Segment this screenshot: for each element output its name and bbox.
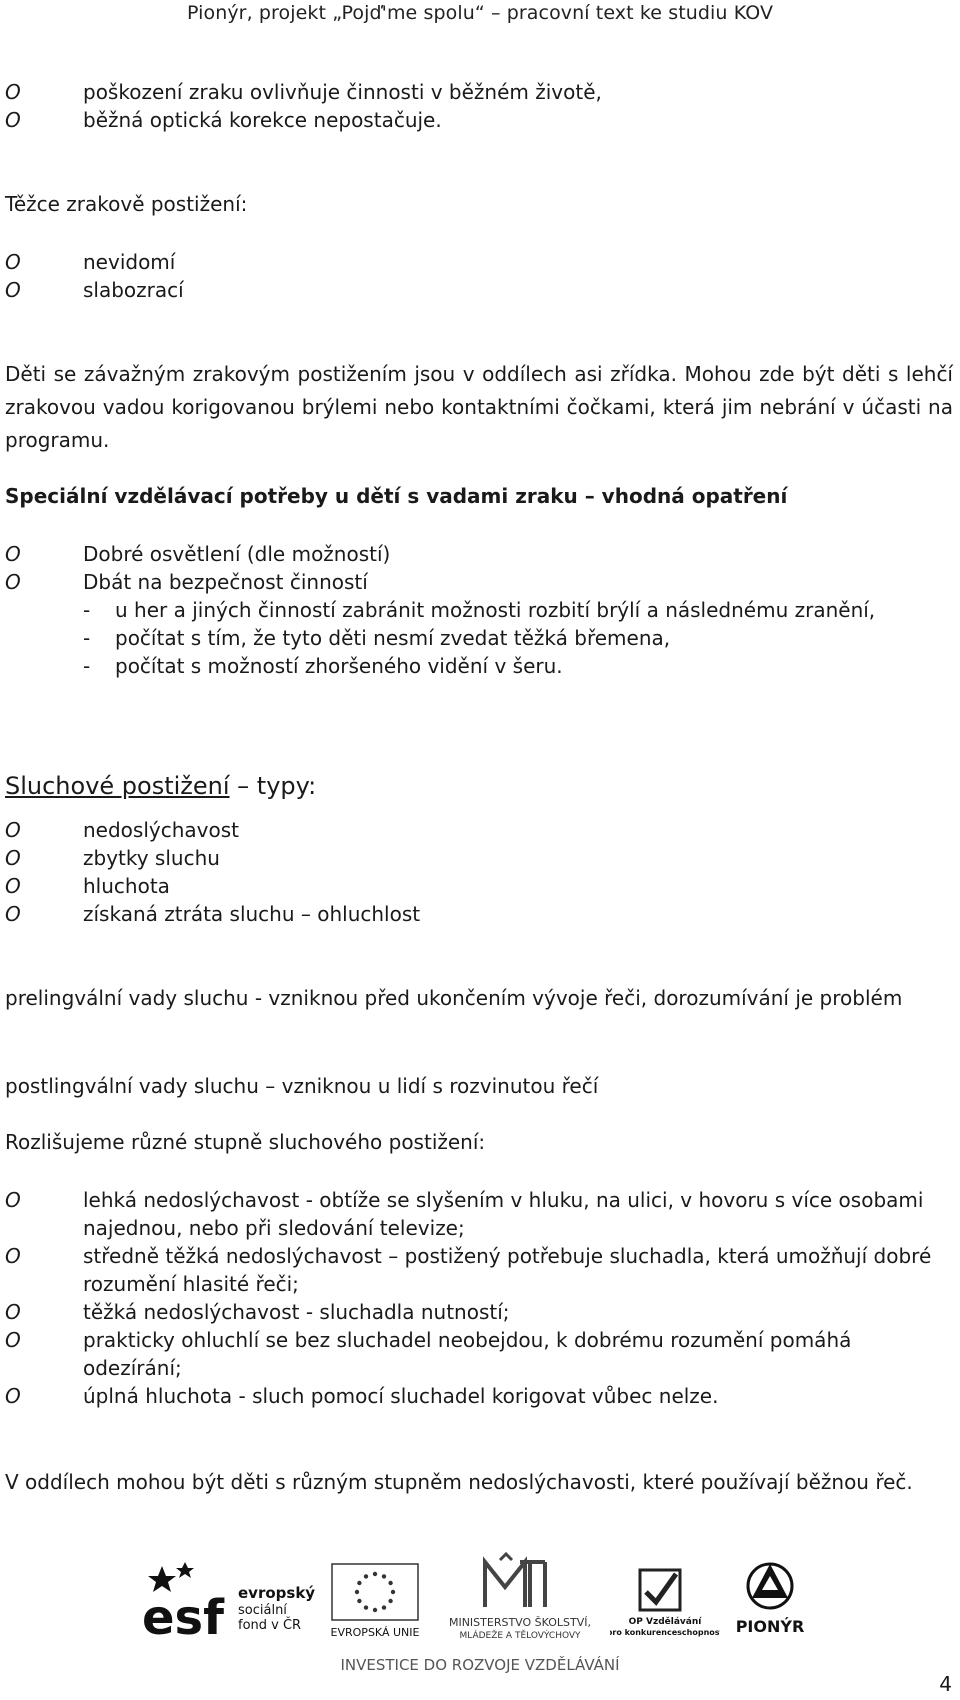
eu-star-icon: [382, 1605, 386, 1609]
eu-star-icon: [364, 1574, 368, 1578]
list-item: O Dobré osvětlení (dle možností): [5, 542, 391, 566]
bullet-icon: O: [5, 1384, 21, 1408]
eu-star-icon: [355, 1590, 359, 1594]
pionyr-logo: [722, 1556, 818, 1642]
list-item: O běžná optická korekce nepostačuje.: [5, 108, 442, 132]
list-tezce: [5, 248, 953, 304]
dash-icon: -: [83, 626, 91, 650]
bullet-icon: O: [5, 542, 21, 566]
heading-special-needs: Speciální vzdělávací potřeby u dětí s vadami zraku – vhodná opatření: [5, 484, 788, 508]
bullet-icon: O: [5, 818, 21, 842]
bullet-icon: O: [5, 1300, 21, 1324]
list-sight-effects: [5, 78, 953, 134]
list-item: O hluchota: [5, 874, 170, 898]
paragraph-intro: Děti se závažným zrakovým postižením jsou v oddílech asi zřídka. Mohou zde být děti s lehčí zrakovou vadou korigovanou brýlemi nebo kontaktními čočkami, která jim nebrání v účasti na programu.: [5, 362, 953, 452]
bullet-icon: O: [5, 80, 21, 104]
svg-text:pro konkurenceschopnost: pro konkurenceschopnost: [610, 1628, 720, 1637]
list-item: O Dbát na bezpečnost činností: [5, 570, 368, 594]
bullet-icon: O: [5, 570, 21, 594]
list-item: O slabozrací: [5, 278, 184, 302]
dash-icon: -: [83, 654, 91, 678]
bullet-icon: O: [5, 1188, 21, 1212]
bullet-icon: O: [5, 874, 21, 898]
bullet-icon: O: [5, 902, 21, 926]
svg-text:evropský: evropský: [238, 1584, 316, 1602]
heading-hearing: Sluchové postižení – typy:: [5, 772, 317, 800]
msmt-logo: [430, 1552, 610, 1642]
eu-star-icon: [357, 1599, 361, 1603]
footer-logos: [140, 1552, 820, 1682]
eu-star-icon: [357, 1581, 361, 1585]
svg-text:PIONÝR: PIONÝR: [735, 1617, 805, 1636]
esf-logo: [140, 1562, 320, 1642]
list-item: O nedoslýchavost: [5, 818, 239, 842]
dash-item: - u her a jiných činností zabránit možnosti rozbití brýlí a následnému zranění,: [83, 598, 876, 622]
eu-flag-logo: [320, 1562, 430, 1642]
paragraph-rozlisujeme: Rozlišujeme různé stupně sluchového postižení:: [5, 1130, 486, 1154]
bullet-icon: O: [5, 1244, 21, 1268]
list-item: O středně těžká nedoslýchavost – postižený potřebuje sluchadla, která umožňují dobré rozumění hlasité řeči;: [5, 1244, 932, 1296]
page-number: 4: [939, 1672, 952, 1696]
list-item: O těžká nedoslýchavost - sluchadla nutností;: [5, 1300, 510, 1324]
svg-text:esf: esf: [142, 1590, 225, 1642]
svg-text:OP Vzdělávání: OP Vzdělávání: [628, 1617, 702, 1627]
list-item: O zbytky sluchu: [5, 846, 220, 870]
list-item: O lehká nedoslýchavost - obtíže se slyšením v hluku, na ulici, v hovoru s více osobami najednou, nebo při sledování televize;: [5, 1188, 924, 1240]
dash-item: - počítat s možností zhoršeného vidění v šeru.: [83, 654, 563, 678]
list-measures: [5, 540, 953, 680]
dash-icon: -: [83, 598, 91, 622]
list-item: O prakticky ohluchlí se bez sluchadel neobejdou, k dobrému rozumění pomáhá odezírání;: [5, 1328, 852, 1380]
page-header: Pionýr, projekt „Pojď'me spolu“ – pracovní text ke studiu KOV: [186, 2, 774, 24]
bullet-icon: O: [5, 1328, 21, 1352]
bullet-icon: O: [5, 846, 21, 870]
svg-text:MLÁDEŽE A TĚLOVÝCHOVY: MLÁDEŽE A TĚLOVÝCHOVY: [459, 1631, 581, 1641]
eu-star-icon: [373, 1572, 377, 1576]
svg-text:EVROPSKÁ UNIE: EVROPSKÁ UNIE: [330, 1626, 420, 1639]
eu-star-icon: [373, 1608, 377, 1612]
svg-text:sociální: sociální: [238, 1603, 287, 1618]
svg-text:fond v ČR: fond v ČR: [238, 1618, 302, 1633]
list-item: O získaná ztráta sluchu – ohluchlost: [5, 902, 421, 926]
paragraph-prelingval: prelingvální vady sluchu - vzniknou před ukončením vývoje řeči, dorozumívání je problém: [5, 986, 903, 1010]
eu-star-icon: [388, 1581, 392, 1585]
investice-caption: INVESTICE DO ROZVOJE VZDĚLÁVÁNÍ: [340, 1656, 620, 1674]
list-hearing-types: [5, 816, 953, 928]
bullet-icon: O: [5, 278, 21, 302]
heading-tezce: Těžce zrakově postižení:: [5, 192, 248, 216]
op-vk-logo: [610, 1562, 720, 1642]
eu-star-icon: [364, 1605, 368, 1609]
list-hearing-degrees: [5, 1186, 953, 1410]
eu-star-icon: [382, 1574, 386, 1578]
paragraph-postlingval: postlingvální vady sluchu – vzniknou u lidí s rozvinutou řečí: [5, 1074, 599, 1098]
paragraph-closing: V oddílech mohou být děti s různým stupněm nedoslýchavosti, které používají běžnou řeč.: [5, 1470, 913, 1494]
list-item: O nevidomí: [5, 250, 176, 274]
svg-text:MINISTERSTVO ŠKOLSTVÍ,: MINISTERSTVO ŠKOLSTVÍ,: [448, 1616, 592, 1629]
list-item: O poškození zraku ovlivňuje činnosti v běžném životě,: [5, 80, 602, 104]
eu-star-icon: [388, 1599, 392, 1603]
list-item: O úplná hluchota - sluch pomocí sluchadel korigovat vůbec nelze.: [5, 1384, 719, 1408]
dash-item: - počítat s tím, že tyto děti nesmí zvedat těžká břemena,: [83, 626, 671, 650]
bullet-icon: O: [5, 250, 21, 274]
eu-star-icon: [391, 1590, 395, 1594]
bullet-icon: O: [5, 108, 21, 132]
